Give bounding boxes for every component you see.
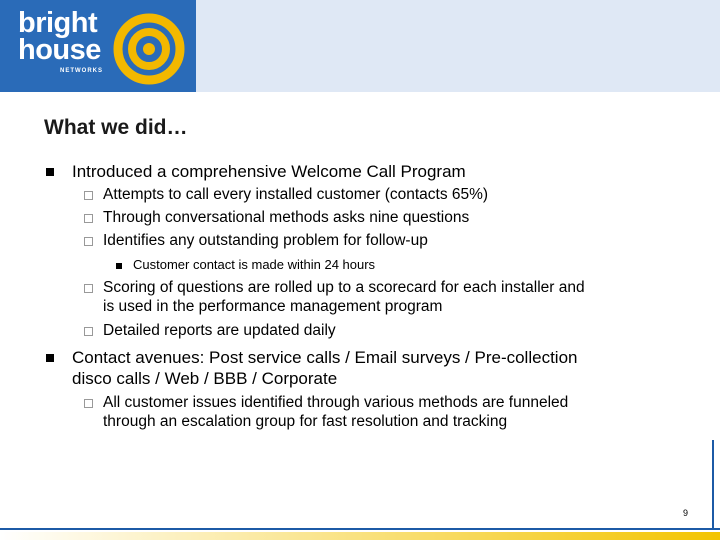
- sub-bullet-6-line2: through an escalation group for fast resolution and tracking: [103, 413, 508, 430]
- slide-title: What we did…: [44, 116, 188, 139]
- sub-bullet-3: Identifies any outstanding problem for follow-up: [103, 232, 428, 249]
- logo-subtitle: NETWORKS: [60, 68, 103, 74]
- logo-line-2: house: [18, 34, 101, 66]
- checkbox-bullet-icon: [84, 399, 93, 408]
- frame-right-line: [712, 440, 714, 528]
- checkbox-bullet-icon: [84, 327, 93, 336]
- sub-bullet-4-line2: is used in the performance management program: [103, 298, 443, 315]
- bullet-1-text: Introduced a comprehensive Welcome Call Program: [72, 162, 466, 181]
- footer-line: [0, 528, 720, 530]
- sub-bullet-2: Through conversational methods asks nine questions: [103, 209, 470, 226]
- rings-icon: [112, 12, 186, 86]
- checkbox-bullet-icon: [84, 191, 93, 200]
- small-bullet-icon: [116, 263, 122, 269]
- page-number: 9: [682, 508, 688, 518]
- sub-sub-bullet: Customer contact is made within 24 hours: [133, 257, 376, 272]
- checkbox-bullet-icon: [84, 214, 93, 223]
- checkbox-bullet-icon: [84, 284, 93, 293]
- sub-bullet-6-line1: All customer issues identified through various methods are funneled: [103, 394, 569, 411]
- sub-bullet-1: Attempts to call every installed customer (contacts 65%): [103, 186, 489, 203]
- sub-bullet-4-line1: Scoring of questions are rolled up to a scorecard for each installer and: [103, 279, 585, 296]
- checkbox-bullet-icon: [84, 237, 93, 246]
- bullet-square-icon: [46, 168, 54, 176]
- bullet-2-line1: Contact avenues: Post service calls / Email surveys / Pre-collection: [72, 348, 578, 367]
- logo-wordmark: [18, 7, 101, 66]
- logo-line-1: bright: [18, 7, 98, 39]
- footer-gradient: [0, 532, 720, 540]
- bullet-square-icon: [46, 354, 54, 362]
- bullet-2-line2: disco calls / Web / BBB / Corporate: [72, 369, 338, 388]
- sub-bullet-5: Detailed reports are updated daily: [103, 322, 336, 339]
- brand-logo: [0, 0, 196, 92]
